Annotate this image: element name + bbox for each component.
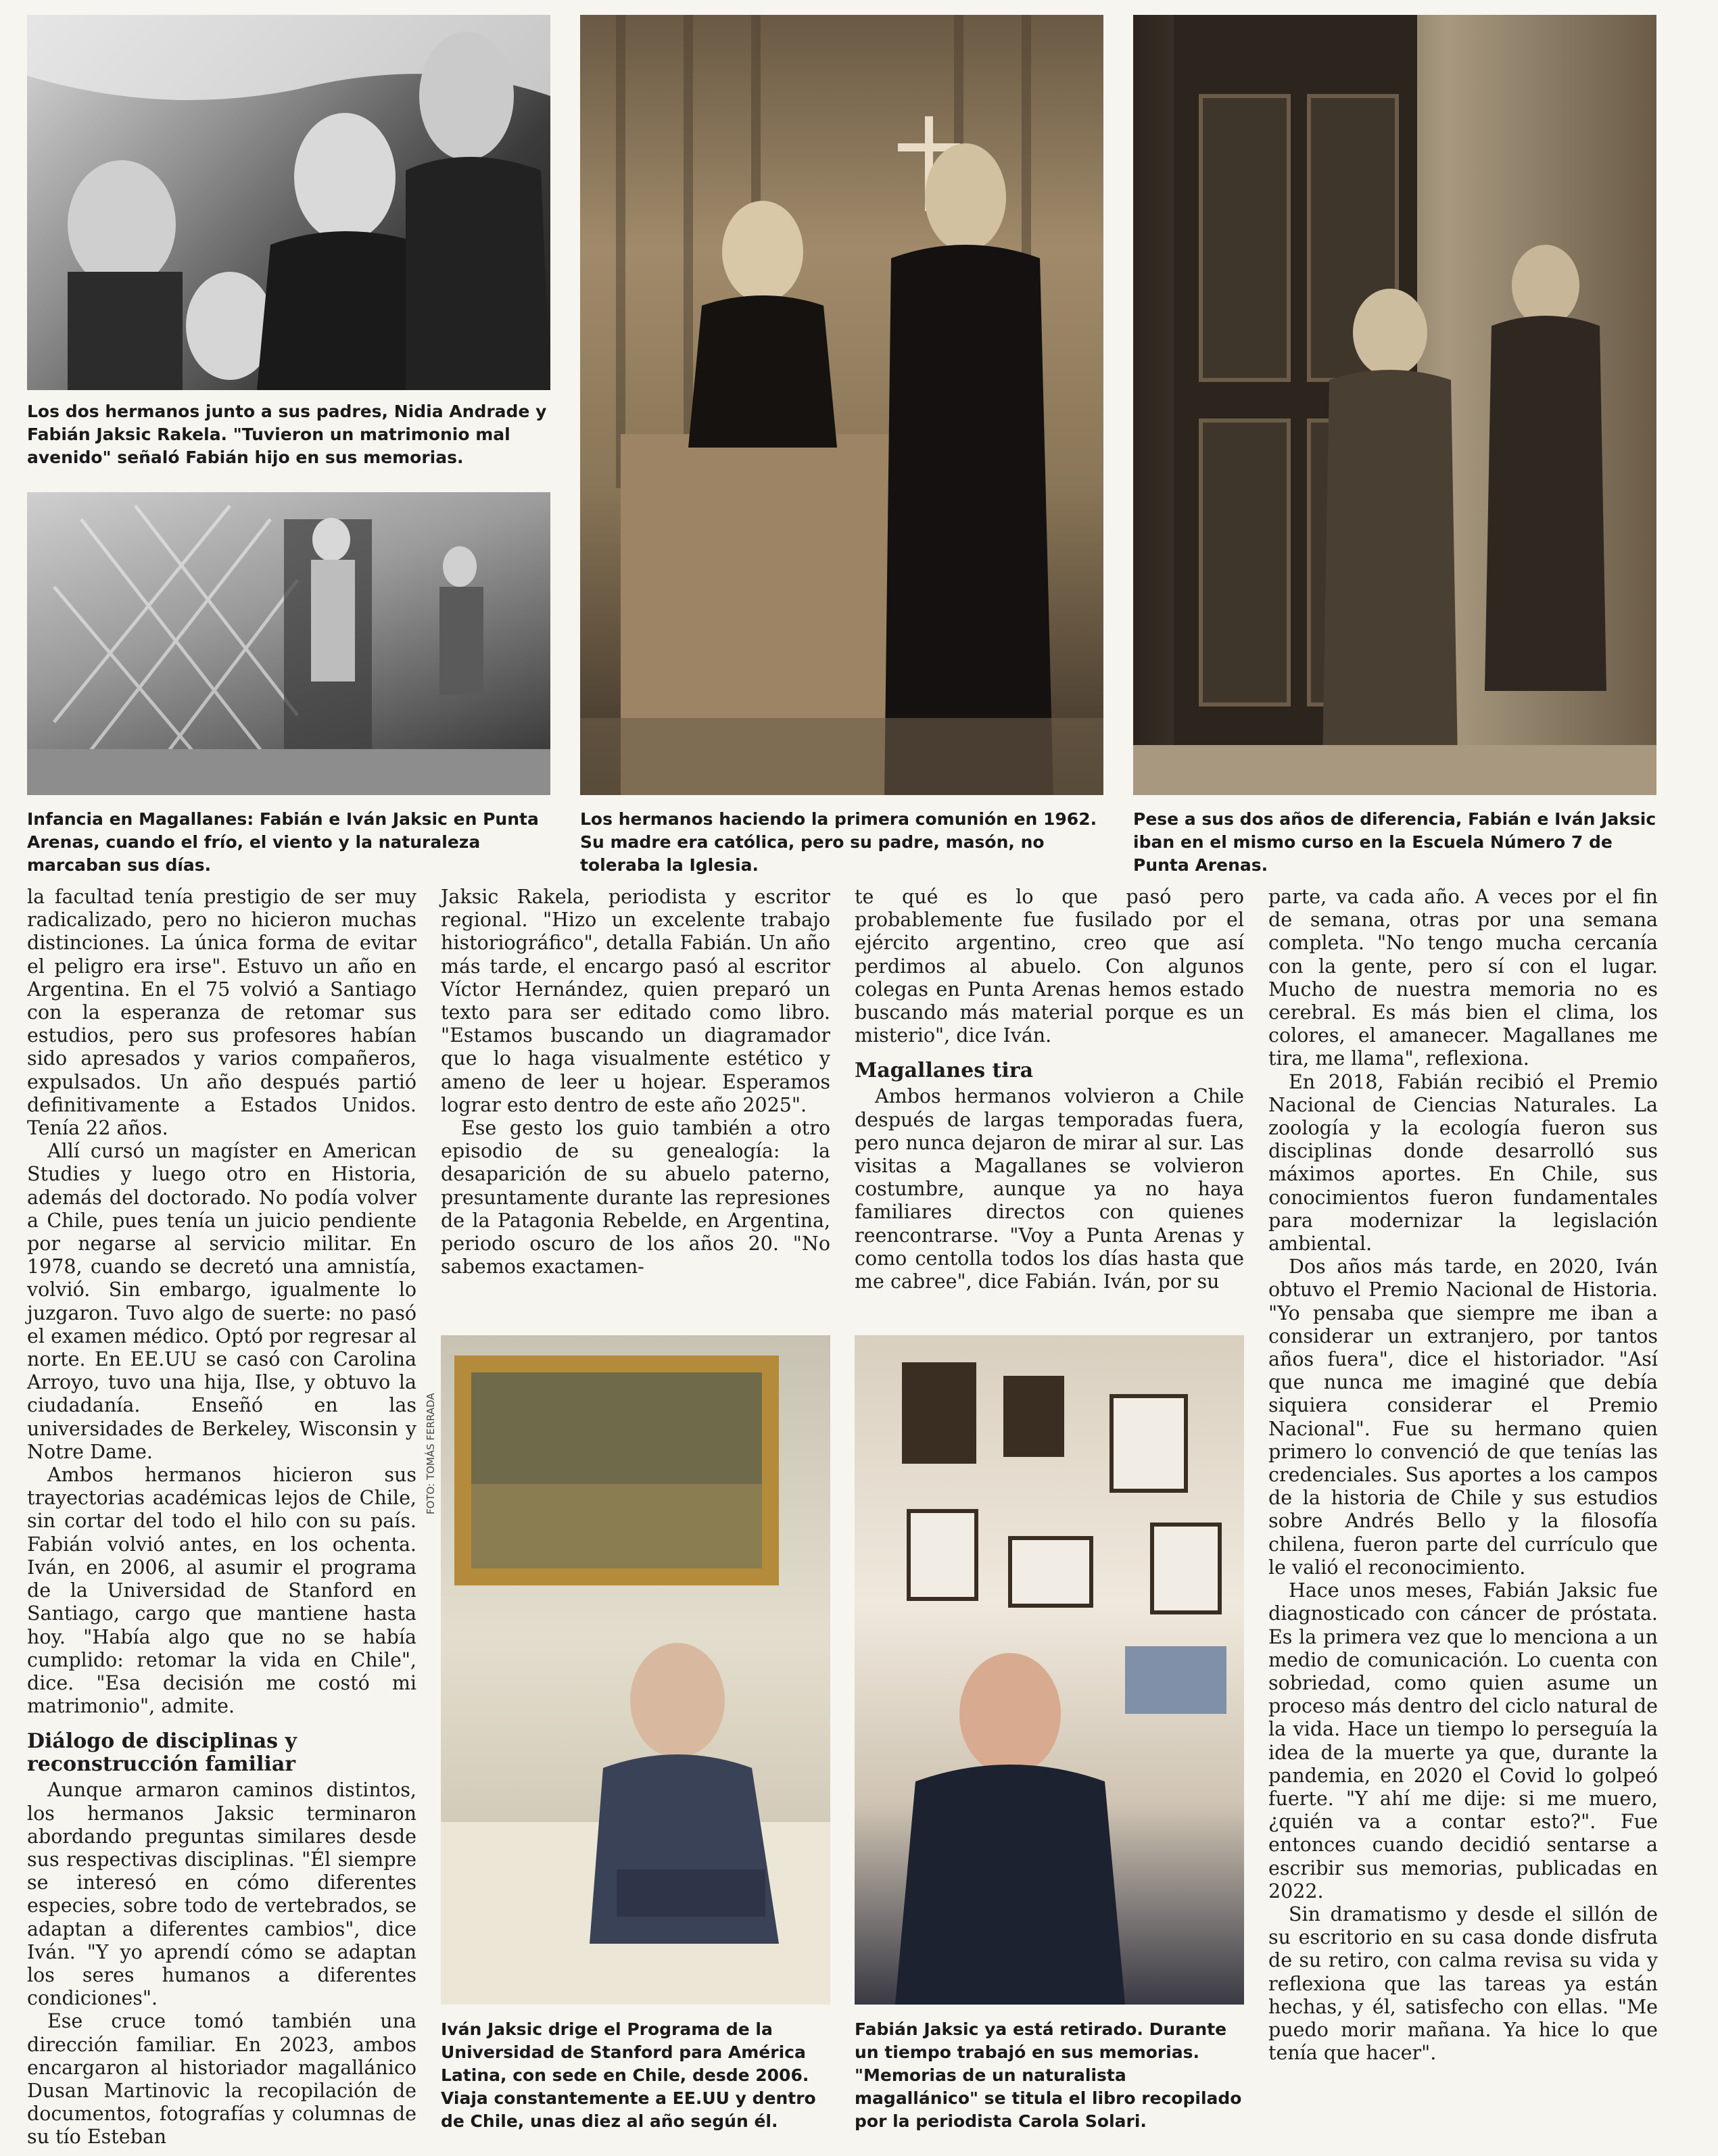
photo-credit: FOTO: TOMÁS FERRADA	[425, 1393, 437, 1514]
col1-paragraph: Ese cruce tomó también una dirección familiar. En 2023, ambos encargaron al historiador magallánico Dusan Martinovic la recopilación de documentos, fotografías y columnas de su tío Esteban	[27, 2010, 416, 2149]
col1-paragraph: Ambos hermanos hicieron sus trayectorias académicas lejos de Chile, sin cortar del todo el hilo con su país. Fabián volvió antes, en los ochenta. Iván, en 2006, al asumir el programa de la Universidad de Stanford en Santiago, cargo que mantiene hasta hoy. "Había algo que no se había cumplido: retomar la vida en Chile", dice. "Esa decisión me costó mi matrimonio", admite.	[27, 1464, 416, 1718]
communion-photo-art	[580, 15, 1103, 795]
childhood-photo	[27, 492, 550, 795]
section-heading-magallanes: Magallanes tira	[855, 1059, 1034, 1083]
ivan-photo	[441, 1335, 830, 2005]
communion-photo	[580, 15, 1103, 795]
col1-paragraph: Aunque armaron caminos distintos, los hermanos Jaksic terminaron abordando preguntas similares desde sus respectivas disciplinas. "Él siempre se interesó en cómo diferentes especies, sobre todo de vertebrados, se adaptan a diferentes cambios", dice Iván. "Y yo aprendí cómo se adaptan los seres humanos a diferentes condiciones".	[27, 1779, 416, 2010]
text-column-3	[855, 886, 1244, 1293]
ivan-caption: Iván Jaksic drige el Programa de la Universidad de Stanford para América Latina, con sede en Chile, desde 2006. Viaja constantemente a EE.UU y dentro de Chile, unas diez al año según él.	[441, 2019, 816, 2131]
childhood-caption: Infancia en Magallanes: Fabián e Iván Jaksic en Punta Arenas, cuando el frío, el viento y la naturaleza marcaban sus días.	[27, 809, 539, 875]
door-photo	[1133, 15, 1656, 795]
col1-paragraph: la facultad tenía prestigio de ser muy radicalizado, pero no hicieron muchas distinciones. La única forma de evitar el peligro era irse". Estuvo un año en Argentina. En el 75 volvió a Santiago con la esperanza de retomar sus estudios, pero sus profesores habían sido apresados y varios compañeros, expulsados. Un año después partió definitivamente a Estados Unidos. Tenía 22 años.	[27, 886, 416, 1140]
door-photo-art	[1133, 15, 1656, 795]
communion-caption: Los hermanos haciendo la primera comunión en 1962. Su madre era católica, pero su padre, masón, no toleraba la Iglesia.	[580, 809, 1097, 875]
col4-paragraph: En 2018, Fabián recibió el Premio Nacional de Ciencias Naturales. La zoología y la ecología fueron sus disciplinas donde desarrolló sus máximos aportes. En Chile, sus conocimientos fueron fundamentales para modernizar la legislación ambiental.	[1268, 1070, 1658, 1255]
col1-paragraph: Allí cursó un magíster en American Studies y luego otro en Historia, además del doctorado. No podía volver a Chile, pues tenía un juicio pendiente por negarse al servicio militar. En 1978, cuando se decretó una amnistía, volvió. Sin embargo, igualmente lo juzgaron. Tuvo algo de suerte: no pasó el examen médico. Optó por regresar al norte. En EE.UU se casó con Carolina Arroyo, tuvo una hija, Ilse, y obtuvo la ciudadanía. Enseñó en las universidades de Berkeley, Wisconsin y Notre Dame.	[27, 1140, 416, 1463]
col4-paragraph: Sin dramatismo y desde el sillón de su escritorio en su casa donde disfruta de su retiro, con calma revisa su vida y reflexiona que las tareas ya están hechas, y él, satisfecho con ellas. "Me puedo morir mañana. Ya hice lo que tenía que hacer".	[1268, 1902, 1658, 2065]
section-heading-disciplinas: Diálogo de disciplinas y reconstrucción familiar	[27, 1729, 297, 1777]
col3-paragraph: te qué es lo que pasó pero probablemente fue fusilado por el ejército argentino, creo que así perdimos al abuelo. Con algunos colegas en Punta Arenas hemos estado buscando más material porque es un misterio", dice Iván.	[855, 886, 1244, 1047]
col2-paragraph: Jaksic Rakela, periodista y escritor regional. "Hizo un excelente trabajo historiográfico", detalla Fabián. Un año más tarde, el encargo pasó al escritor Víctor Hernández, quien preparó un texto para ser editado como libro. "Estamos buscando un diagramador que lo haga visualmente estético y ameno de leer u hojear. Esperamos lograr esto dentro de este año 2025".	[441, 886, 830, 1116]
col4-paragraph: Dos años más tarde, en 2020, Iván obtuvo el Premio Nacional de Historia. "Yo pensaba que siempre me iban a considerar un extranjero, por tantos años fuera", dice el historiador. "Así que nunca me imaginé que debía siquiera considerar el Premio Nacional". Fue su hermano quien primero lo convenció de que tenías las credenciales. Sus aportes a los campos de la historia de Chile y sus estudios sobre Andrés Bello y la filosofía chilena, fueron parte del currículo que le valió el reconocimiento.	[1268, 1255, 1658, 1579]
childhood-photo-art	[27, 492, 550, 795]
fabian-photo-art	[855, 1335, 1244, 2005]
text-column-2	[441, 886, 830, 1278]
family-caption: Los dos hermanos junto a sus padres, Nidia Andrade y Fabián Jaksic Rakela. "Tuvieron un matrimonio mal avenido" señaló Fabián hijo en sus memorias.	[27, 402, 547, 467]
text-column-1	[27, 886, 416, 2149]
family-photo	[27, 15, 550, 390]
door-caption: Pese a sus dos años de diferencia, Fabián e Iván Jaksic iban en el mismo curso en la Escuela Número 7 de Punta Arenas.	[1133, 809, 1656, 875]
family-photo-art	[27, 15, 550, 390]
ivan-photo-art	[441, 1335, 830, 2005]
col4-paragraph: Hace unos meses, Fabián Jaksic fue diagnosticado con cáncer de próstata. Es la primera vez que lo menciona a un medio de comunicación. Lo cuenta con sobriedad, como quien asume un proceso más dentro del ciclo natural de la vida. Hace un tiempo lo perseguía la idea de la muerte ya que, durante la pandemia, en 2020 el Covid lo golpeó fuerte. "Y ahí me dije: si me muero, ¿quién va a contar esto?". Fue entonces cuando decidió sentarse a escribir sus memorias, publicadas en 2022.	[1268, 1579, 1658, 1902]
col4-paragraph: parte, va cada año. A veces por el fin de semana, otras por una semana completa. "No tengo mucha cercanía con la gente, pero sí con el lugar. Mucho de nuestra memoria no es cerebral. Es más bien el clima, los colores, el amanecer. Magallanes me tira, me llama", reflexiona.	[1268, 886, 1658, 1070]
text-column-4	[1268, 886, 1658, 2065]
fabian-photo	[855, 1335, 1244, 2005]
fabian-caption: Fabián Jaksic ya está retirado. Durante un tiempo trabajó en sus memorias. "Memorias de un naturalista magallánico" se titula el libro recopilado por la periodista Carola Solari.	[855, 2019, 1242, 2131]
col2-paragraph: Ese gesto los guio también a otro episodio de su genealogía: la desaparición de su abuelo paterno, presuntamente durante las represiones de la Patagonia Rebelde, en Argentina, periodo oscuro de los años 20. "No sabemos exactamen-	[441, 1117, 830, 1278]
col3-paragraph: Ambos hermanos volvieron a Chile después de largas temporadas fuera, pero nunca dejaron de mirar al sur. Las visitas a Magallanes se volvieron costumbre, aunque ya no haya familiares directos con quienes reencontrarse. "Voy a Punta Arenas y como centolla todos los días hasta que me cabree", dice Fabián. Iván, por su	[855, 1085, 1244, 1293]
